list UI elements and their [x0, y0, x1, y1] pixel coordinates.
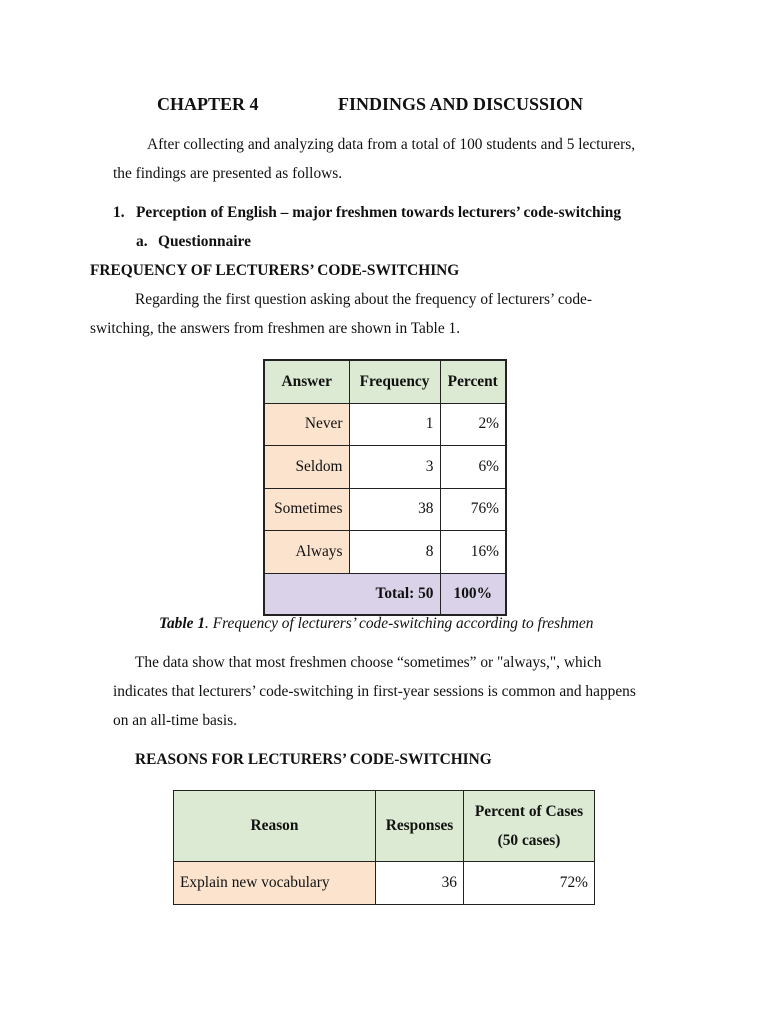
reasons-heading: REASONS FOR LECTURERS’ CODE-SWITCHING — [135, 751, 492, 768]
frequency-cell: 1 — [349, 403, 440, 445]
subsection-a-title: Questionnaire — [158, 233, 251, 250]
section-1-number: 1. — [113, 204, 125, 221]
table-1-caption-label: Table 1 — [159, 615, 206, 632]
table-row — [174, 862, 595, 905]
frequency-paragraph-line-2: switching, the answers from freshmen are shown in Table 1. — [90, 320, 461, 337]
answer-cell: Never — [264, 403, 349, 445]
column-header-responses: Responses — [376, 791, 464, 862]
frequency-cell: 3 — [349, 445, 440, 488]
answer-cell: Always — [264, 530, 349, 573]
percent-cell: 2% — [440, 403, 506, 445]
table-1-caption — [159, 614, 593, 634]
percent-of-cases-label: Percent of Cases — [474, 803, 584, 820]
column-header-answer: Answer — [264, 360, 349, 403]
reasons-table-header-row — [174, 791, 595, 862]
column-header-frequency: Frequency — [349, 360, 440, 403]
reason-cell: Explain new vocabulary — [174, 862, 376, 905]
discussion-line-3: on an all-time basis. — [113, 712, 237, 729]
discussion-line-2: indicates that lecturers’ code-switching in first-year sessions is common and happens — [113, 683, 636, 700]
percent-of-cases-cell: 72% — [464, 862, 595, 905]
answer-cell: Sometimes — [264, 488, 349, 530]
discussion-line-1: The data show that most freshmen choose “sometimes” or "always,", which — [135, 654, 602, 671]
percent-cell: 6% — [440, 445, 506, 488]
column-header-percent: Percent — [440, 360, 506, 403]
frequency-paragraph-line-1: Regarding the first question asking about the frequency of lecturers’ code- — [135, 291, 592, 308]
column-header-percent-of-cases — [464, 791, 595, 862]
table-row — [264, 530, 506, 573]
section-1-title: Perception of English – major freshmen towards lecturers’ code-switching — [136, 204, 622, 221]
reasons-table — [173, 790, 595, 905]
total-label: Total: 50 — [264, 573, 440, 615]
table-row — [264, 445, 506, 488]
percent-cell: 76% — [440, 488, 506, 530]
table-row — [264, 488, 506, 530]
total-percent: 100% — [440, 573, 506, 615]
intro-line-2: the findings are presented as follows. — [113, 165, 343, 182]
table-1-caption-text: . Frequency of lecturers’ code-switching according to freshmen — [205, 615, 594, 632]
total-row — [264, 573, 506, 615]
intro-line-1: After collecting and analyzing data from a total of 100 students and 5 lecturers, — [147, 136, 636, 153]
frequency-table — [263, 359, 507, 616]
responses-cell: 36 — [376, 862, 464, 905]
subsection-a-number: a. — [136, 233, 148, 250]
frequency-cell: 38 — [349, 488, 440, 530]
cases-count-label: (50 cases) — [497, 832, 561, 849]
frequency-table-header-row — [264, 360, 506, 403]
table-row — [264, 403, 506, 445]
chapter-number: CHAPTER 4 — [157, 94, 259, 114]
chapter-title: FINDINGS AND DISCUSSION — [338, 94, 584, 114]
frequency-heading: FREQUENCY OF LECTURERS’ CODE-SWITCHING — [90, 262, 460, 279]
frequency-cell: 8 — [349, 530, 440, 573]
percent-cell: 16% — [440, 530, 506, 573]
answer-cell: Seldom — [264, 445, 349, 488]
column-header-reason: Reason — [174, 791, 376, 862]
